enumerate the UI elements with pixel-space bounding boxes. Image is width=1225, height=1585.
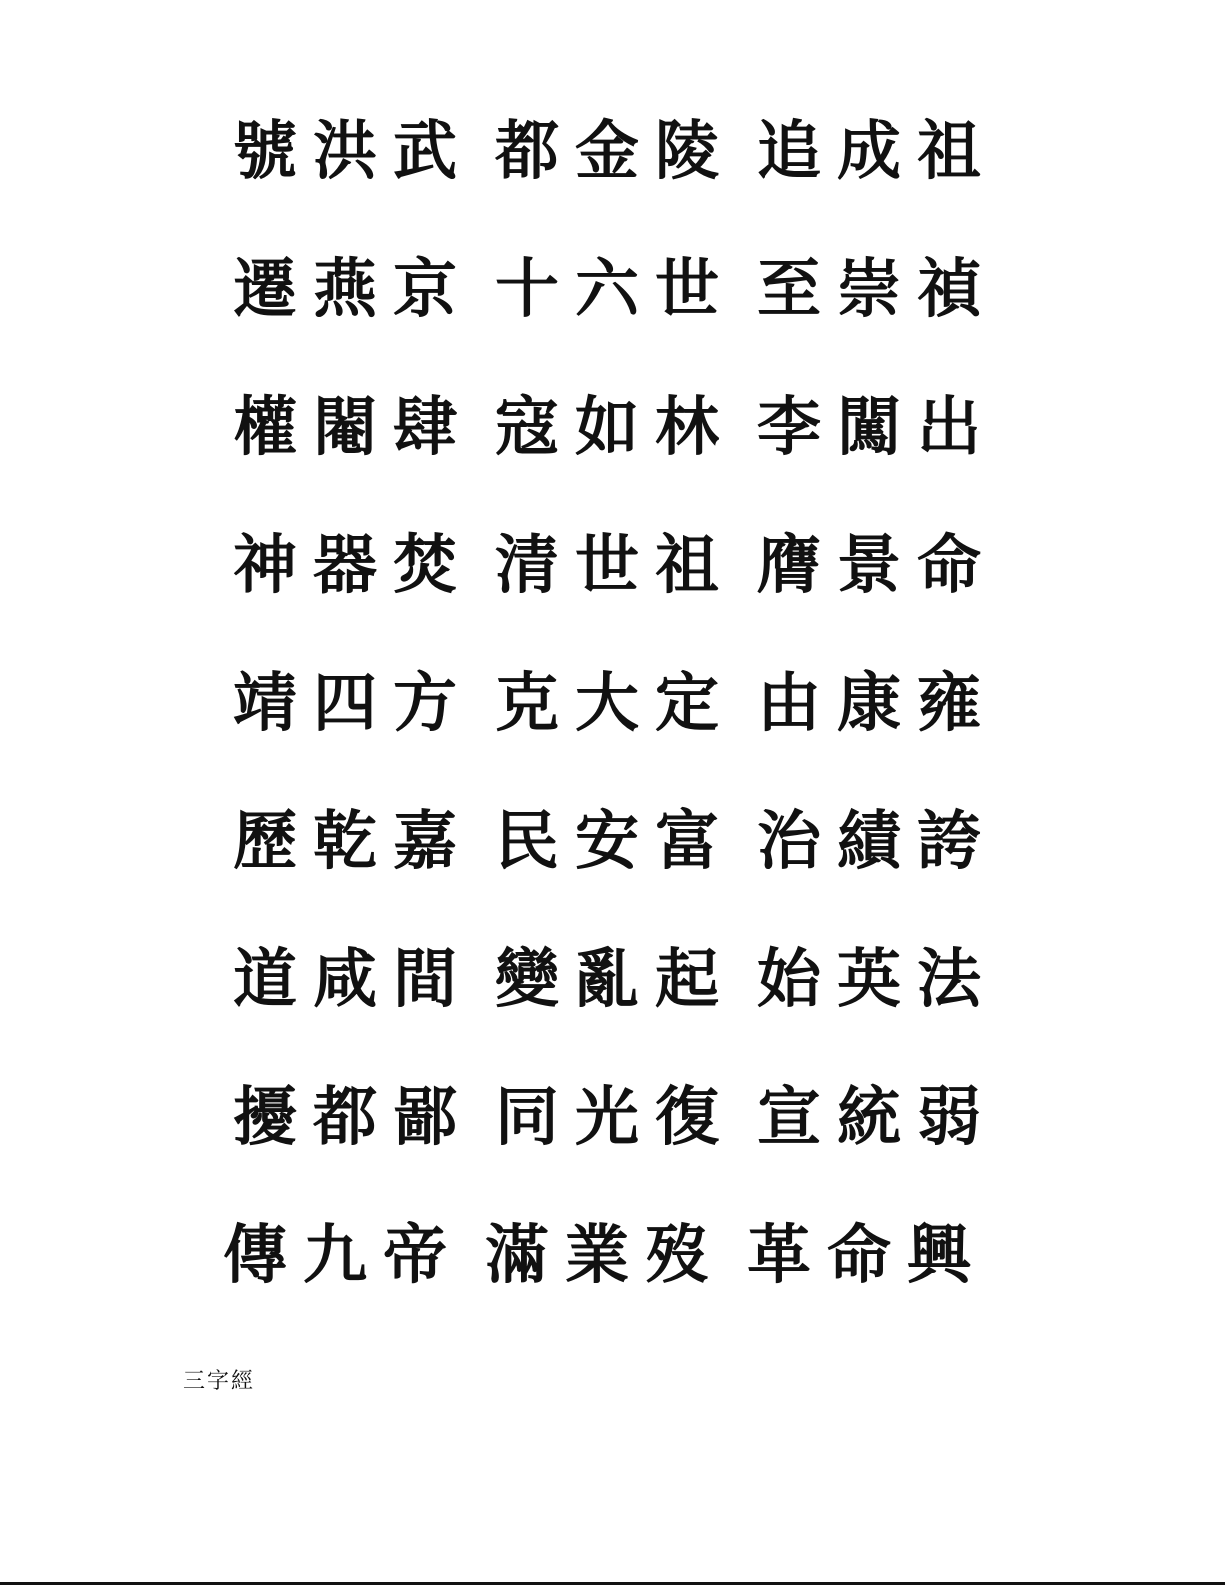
verse-line	[225, 526, 985, 664]
verse-block	[225, 112, 985, 1354]
glyph: 變	[495, 942, 559, 1017]
glyph: 祖	[917, 114, 981, 189]
glyph: 四	[313, 666, 377, 741]
glyph: 陵	[655, 114, 719, 189]
glyph: 富	[655, 804, 719, 879]
glyph: 民	[495, 804, 559, 879]
verse-phrase	[487, 940, 727, 1020]
glyph: 成	[837, 114, 901, 189]
verse-phrase	[225, 526, 465, 606]
glyph: 闖	[837, 390, 901, 465]
glyph: 神	[233, 528, 297, 603]
verse-line	[225, 250, 985, 388]
glyph: 都	[313, 1080, 377, 1155]
verse-phrase	[487, 1078, 727, 1158]
glyph: 鄙	[393, 1080, 457, 1155]
glyph: 權	[233, 390, 297, 465]
verse-phrase	[749, 940, 989, 1020]
glyph: 焚	[393, 528, 457, 603]
glyph: 閹	[313, 390, 377, 465]
glyph: 英	[837, 942, 901, 1017]
verse-phrase	[225, 250, 465, 330]
glyph: 傳	[223, 1218, 287, 1293]
glyph: 世	[655, 252, 719, 327]
glyph: 安	[575, 804, 639, 879]
glyph: 寇	[495, 390, 559, 465]
glyph: 始	[757, 942, 821, 1017]
glyph: 定	[655, 666, 719, 741]
glyph: 如	[575, 390, 639, 465]
verse-phrase	[225, 664, 465, 744]
glyph: 追	[757, 114, 821, 189]
glyph: 滿	[485, 1218, 549, 1293]
glyph: 李	[757, 390, 821, 465]
verse-phrase	[749, 388, 989, 468]
glyph: 克	[495, 666, 559, 741]
glyph: 績	[837, 804, 901, 879]
glyph: 革	[747, 1218, 811, 1293]
glyph: 命	[917, 528, 981, 603]
glyph: 林	[655, 390, 719, 465]
glyph: 康	[837, 666, 901, 741]
glyph: 興	[907, 1218, 971, 1293]
glyph: 宣	[757, 1080, 821, 1155]
verse-phrase	[225, 940, 465, 1020]
verse-phrase	[487, 112, 727, 192]
verse-phrase	[225, 388, 465, 468]
glyph: 復	[655, 1080, 719, 1155]
verse-line	[225, 1078, 985, 1216]
verse-line	[225, 112, 985, 250]
verse-line	[225, 388, 985, 526]
glyph: 靖	[233, 666, 297, 741]
verse-phrase	[487, 250, 727, 330]
glyph: 嘉	[393, 804, 457, 879]
verse-phrase	[487, 802, 727, 882]
verse-line	[225, 802, 985, 940]
verse-phrase	[749, 112, 989, 192]
glyph: 光	[575, 1080, 639, 1155]
verse-phrase	[749, 802, 989, 882]
verse-phrase	[739, 1216, 979, 1296]
glyph: 統	[837, 1080, 901, 1155]
glyph: 誇	[917, 804, 981, 879]
glyph: 號	[233, 114, 297, 189]
glyph: 命	[827, 1218, 891, 1293]
glyph: 由	[757, 666, 821, 741]
glyph: 起	[655, 942, 719, 1017]
verse-phrase	[225, 112, 465, 192]
glyph: 世	[575, 528, 639, 603]
footer-title: 三字經	[183, 1369, 256, 1394]
glyph: 都	[495, 114, 559, 189]
verse-line	[225, 940, 985, 1078]
glyph: 擾	[233, 1080, 297, 1155]
verse-phrase	[487, 664, 727, 744]
glyph: 至	[757, 252, 821, 327]
glyph: 遷	[233, 252, 297, 327]
glyph: 乾	[313, 804, 377, 879]
glyph: 六	[575, 252, 639, 327]
glyph: 祖	[655, 528, 719, 603]
glyph: 膺	[757, 528, 821, 603]
glyph: 清	[495, 528, 559, 603]
glyph: 出	[917, 390, 981, 465]
glyph: 禎	[917, 252, 981, 327]
glyph: 歷	[233, 804, 297, 879]
glyph: 同	[495, 1080, 559, 1155]
verse-phrase	[487, 526, 727, 606]
glyph: 亂	[575, 942, 639, 1017]
glyph: 法	[917, 942, 981, 1017]
glyph: 方	[393, 666, 457, 741]
glyph: 金	[575, 114, 639, 189]
verse-phrase	[749, 250, 989, 330]
verse-phrase	[225, 802, 465, 882]
glyph: 肆	[393, 390, 457, 465]
glyph: 咸	[313, 942, 377, 1017]
glyph: 器	[313, 528, 377, 603]
glyph: 洪	[313, 114, 377, 189]
verse-phrase	[749, 526, 989, 606]
verse-phrase	[487, 388, 727, 468]
glyph: 十	[495, 252, 559, 327]
glyph: 帝	[383, 1218, 447, 1293]
verse-phrase	[225, 1078, 465, 1158]
glyph: 燕	[313, 252, 377, 327]
verse-line	[215, 1216, 985, 1354]
glyph: 雍	[917, 666, 981, 741]
glyph: 道	[233, 942, 297, 1017]
glyph: 崇	[837, 252, 901, 327]
glyph: 治	[757, 804, 821, 879]
glyph: 間	[393, 942, 457, 1017]
glyph: 武	[393, 114, 457, 189]
glyph: 九	[303, 1218, 367, 1293]
verse-phrase	[477, 1216, 717, 1296]
glyph: 業	[565, 1218, 629, 1293]
glyph: 大	[575, 666, 639, 741]
verse-line	[225, 664, 985, 802]
glyph: 弱	[917, 1080, 981, 1155]
glyph: 景	[837, 528, 901, 603]
verse-phrase	[749, 664, 989, 744]
glyph: 京	[393, 252, 457, 327]
verse-phrase	[749, 1078, 989, 1158]
verse-phrase	[215, 1216, 455, 1296]
glyph: 歿	[645, 1218, 709, 1293]
